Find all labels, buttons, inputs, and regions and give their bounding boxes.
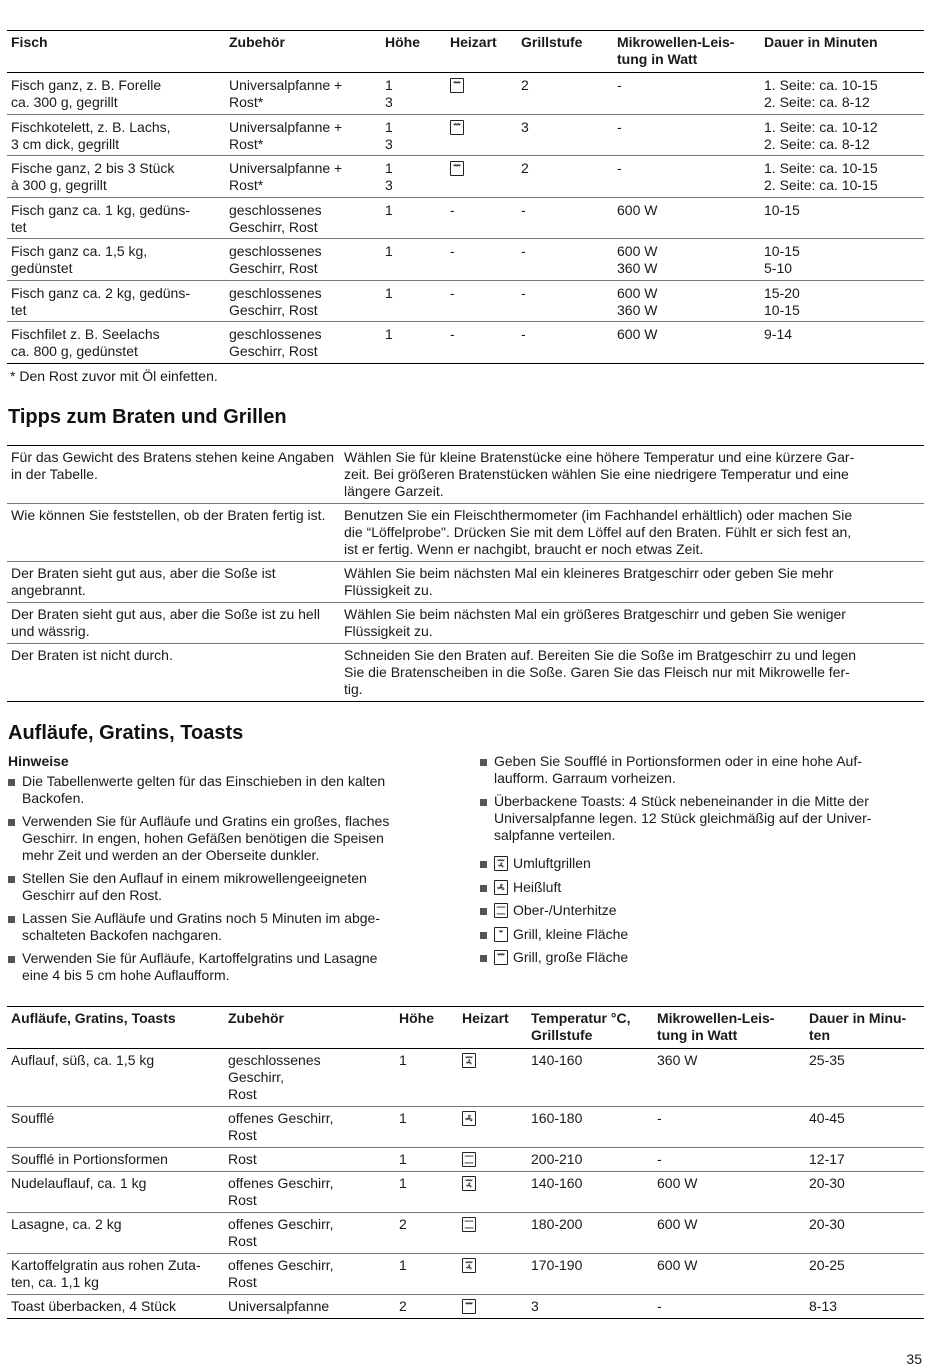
dish-microwave: 600 W [657,1257,698,1273]
heating-mode-item [480,926,628,950]
list-item: Geben Sie Soufflé in Portionsformen oder in eine hohe Auf- laufform. Garraum vorheizen. [480,753,925,787]
dish-name: Soufflé [11,1110,55,1126]
grill-large-icon [494,950,508,965]
dish-temperature: 200-210 [531,1151,583,1167]
fish-grill-level: - [521,243,526,259]
dish-temperature: 160-180 [531,1110,583,1126]
table-row [7,1148,924,1172]
fish-name: Fisch ganz ca. 2 kg, gedüns- tet [11,284,190,318]
dish-height: 2 [399,1298,407,1314]
fish-accessory: geschlossenes Geschirr, Rost [229,326,322,359]
fish-height: 1 3 [385,160,393,193]
dish-accessory: offenes Geschirr, Rost [228,1175,334,1208]
fish-accessory: Universalpfanne + Rost* [229,118,343,152]
fish-name: Fischfilet z. B. Seelachs ca. 800 g, gedünstet [11,326,160,359]
dish-col-dauer: Dauer in Minu- ten [809,1010,907,1043]
grill-large-icon [450,120,464,135]
auflaeufe-table [7,1006,924,1319]
dish-name: Toast überbacken, 4 Stück [11,1298,176,1314]
fish-height: 1 3 [385,77,393,110]
fish-table-header [7,31,924,73]
fish-heating-mode-value: - [450,201,455,218]
tips-table [7,445,924,702]
dish-duration: 40-45 [809,1110,845,1126]
fish-heating-mode [446,197,517,239]
heating-mode-label: Grill, kleine Fläche [513,925,629,942]
fish-height: 1 [385,201,393,218]
dish-microwave: - [657,1151,662,1167]
list-item: Überbackene Toasts: 4 Stück nebeneinander in die Mitte der Universalpfanne legen. 12 Stück gleichmäßig auf der Univer- salpfanne verteilen. [480,793,925,844]
fish-accessory: geschlossenes Geschirr, Rost [229,284,322,318]
auflaeufe-heading: Aufläufe, Gratins, Toasts [8,722,244,744]
hot-air-icon [494,880,508,895]
dish-col-temperatur: Temperatur °C, Grillstufe [531,1010,631,1043]
dish-col-zubehoer: Zubehör [228,1010,284,1026]
fish-col-hoehe: Höhe [385,34,420,50]
fish-name: Fisch ganz ca. 1 kg, gedüns- tet [11,201,190,235]
tip-answer: Schneiden Sie den Braten auf. Bereiten Sie die Soße im Bratgeschirr zu und legen Sie die Bratenscheiben in die Soße. Garen Sie das Fleisch nur mit Mikrowelle fer- tig. [344,647,857,697]
table-row [7,1049,924,1107]
heating-mode-label: Ober-/Unterhitze [513,902,617,918]
dish-microwave: - [657,1110,662,1126]
fish-grill-level: 2 [521,160,529,176]
tip-question: Wie können Sie feststellen, ob der Braten fertig ist. [11,507,326,523]
tips-table-body [7,446,924,702]
dish-name: Auflauf, süß, ca. 1,5 kg [11,1052,155,1068]
dish-height: 1 [399,1175,407,1191]
tip-question: Für das Gewicht des Bratens stehen keine Angaben in der Tabelle. [11,449,334,482]
table-row [7,73,924,115]
fish-heating-mode [446,280,517,322]
fish-heating-mode-value: - [450,326,455,342]
table-row [7,1295,924,1319]
fish-heating-mode [446,156,517,198]
fish-name: Fisch ganz ca. 1,5 kg, gedünstet [11,243,148,276]
dish-temperature: 180-200 [531,1216,583,1232]
fish-microwave: 600 W [617,201,658,218]
fish-grill-level: - [521,326,526,342]
fish-accessory: geschlossenes Geschirr, Rost [229,201,322,235]
dish-accessory: Rost [228,1151,257,1167]
fish-heating-mode [446,239,517,281]
grill-small-icon [494,927,508,942]
dish-height: 1 [399,1110,407,1126]
heating-mode-item [480,879,628,903]
table-row [7,114,924,156]
table-row [7,603,924,644]
dish-accessory: offenes Geschirr, Rost [228,1110,334,1143]
fish-name: Fischkotelett, z. B. Lachs, 3 cm dick, gegrillt [11,118,171,152]
list-item: Verwenden Sie für Aufläufe, Kartoffelgratins und Lasagne eine 4 bis 5 cm hohe Auflaufform. [8,950,438,984]
dish-heating-mode [458,1295,527,1319]
fish-microwave: 600 W [617,326,658,342]
dish-heating-mode [458,1049,527,1107]
fish-col-heizart: Heizart [450,34,497,50]
dish-heating-mode [458,1107,527,1148]
fish-height: 1 [385,243,393,259]
fish-microwave: 600 W 360 W [617,243,658,276]
fish-col-fisch: Fisch [11,34,48,50]
dish-name: Lasagne, ca. 2 kg [11,1216,122,1232]
dish-microwave: - [657,1298,662,1314]
notes-right-list [480,753,925,850]
fish-duration: 15-20 10-15 [764,284,800,318]
fish-duration: 1. Seite: ca. 10-15 2. Seite: ca. 8-12 [764,77,878,110]
dish-height: 2 [399,1216,407,1232]
dish-accessory: geschlossenes Geschirr, Rost [228,1052,321,1102]
dish-accessory: offenes Geschirr, Rost [228,1216,334,1249]
fish-height: 1 3 [385,118,393,152]
dish-temperature: 140-160 [531,1052,583,1068]
table-row [7,156,924,198]
heating-mode-item [480,855,628,879]
heating-mode-label: Grill, große Fläche [513,949,629,965]
dish-temperature: 140-160 [531,1175,583,1191]
fish-accessory: Universalpfanne + Rost* [229,160,343,193]
dish-microwave: 360 W [657,1052,698,1068]
table-row [7,446,924,504]
table-row [7,1213,924,1254]
dish-temperature: 3 [531,1298,539,1314]
dish-duration: 12-17 [809,1151,845,1167]
fish-name: Fisch ganz, z. B. Forelle ca. 300 g, gegrillt [11,77,162,110]
fish-duration: 1. Seite: ca. 10-15 2. Seite: ca. 10-15 [764,160,878,193]
heating-mode-label: Heißluft [513,878,562,895]
list-item: Stellen Sie den Auflauf in einem mikrowellengeeigneten Geschirr auf den Rost. [8,870,438,904]
dish-name: Soufflé in Portionsformen [11,1151,168,1167]
table-row [7,1172,924,1213]
table-row [7,280,924,322]
list-item: Verwenden Sie für Aufläufe und Gratins ein großes, flaches Geschirr. In engen, hohen Gefäßen benötigen die Speisen mehr Zeit und werden an der Oberseite dunkler. [8,813,438,864]
auflaeufe-table-header [7,1007,924,1049]
table-row [7,322,924,364]
tip-answer: Wählen Sie beim nächsten Mal ein kleineres Bratgeschirr oder geben Sie mehr Flüssigkeit zu. [344,565,834,598]
notes-left-list [8,773,438,990]
tip-answer: Wählen Sie für kleine Bratenstücke eine höhere Temperatur und eine kürzere Gar- zeit. Bei größeren Bratenstücken wählen Sie eine niedrigere Temperatur und eine längere Garzeit. [344,449,855,499]
grill-large-icon [450,161,464,176]
fish-col-mikrowelle: Mikrowellen-Leis- tung in Watt [617,34,735,67]
tip-question: Der Braten sieht gut aus, aber die Soße ist angebrannt. [11,565,276,598]
fish-col-dauer: Dauer in Minuten [764,34,878,50]
dish-accessory: offenes Geschirr, Rost [228,1257,334,1290]
grill-large-icon [462,1299,476,1314]
dish-heating-mode [458,1254,527,1295]
dish-heating-mode [458,1213,527,1254]
fish-accessory: geschlossenes Geschirr, Rost [229,243,322,276]
fish-heating-mode-value: - [450,284,455,301]
heating-mode-label: Umluftgrillen [513,855,591,871]
list-item: Lassen Sie Aufläufe und Gratins noch 5 Minuten im abge- schalteten Backofen nachgaren. [8,910,438,944]
tip-question: Der Braten ist nicht durch. [11,647,173,663]
tip-question: Der Braten sieht gut aus, aber die Soße ist zu hell und wässrig. [11,606,320,639]
fish-microwave: - [617,160,622,176]
hot-air-icon [462,1111,476,1126]
fish-grill-level: - [521,201,526,218]
tips-heading: Tipps zum Braten und Grillen [8,406,287,428]
tip-answer: Benutzen Sie ein Fleischthermometer (im Fachhandel erhältlich) oder machen Sie die “Löffelprobe". Drücken Sie mit dem Löffel auf den Braten. Fühlt er sich fest an, ist er fertig. Wenn er nachgibt, braucht er noch etwas Zeit. [344,507,853,557]
dish-microwave: 600 W [657,1216,698,1232]
tip-answer: Wählen Sie beim nächsten Mal ein größeres Bratgeschirr und geben Sie weniger Flüssigkeit zu. [344,606,846,639]
fish-name: Fische ganz, 2 bis 3 Stück à 300 g, gegrillt [11,160,175,193]
fish-duration: 1. Seite: ca. 10-12 2. Seite: ca. 8-12 [764,118,878,152]
table-row [7,1107,924,1148]
fish-microwave: - [617,118,622,135]
fish-col-grillstufe: Grillstufe [521,34,583,50]
fish-heating-mode [446,322,517,364]
fish-duration: 10-15 [764,201,800,218]
table-row [7,239,924,281]
fish-height: 1 [385,326,393,342]
fish-microwave: 600 W 360 W [617,284,658,318]
dish-duration: 20-30 [809,1175,845,1191]
list-item: Die Tabellenwerte gelten für das Einschieben in den kalten Backofen. [8,773,438,807]
table-row [7,562,924,603]
dish-name: Nudelauflauf, ca. 1 kg [11,1175,147,1191]
dish-col-mikrowelle: Mikrowellen-Leis- tung in Watt [657,1010,775,1043]
dish-heating-mode [458,1172,527,1213]
dish-heating-mode [458,1148,527,1172]
dish-duration: 20-25 [809,1257,845,1273]
fish-accessory: Universalpfanne + Rost* [229,77,343,110]
circulating-grill-icon [462,1176,476,1191]
notes-heading: Hinweise [8,753,69,769]
fish-height: 1 [385,284,393,301]
heating-mode-item [480,902,628,926]
circulating-grill-icon [494,856,508,871]
dish-col-heizart: Heizart [462,1010,509,1026]
fish-grill-level: 2 [521,77,529,93]
dish-height: 1 [399,1052,407,1068]
top-bottom-heat-icon [462,1217,476,1232]
dish-duration: 25-35 [809,1052,845,1068]
dish-duration: 20-30 [809,1216,845,1232]
auflaeufe-table-body [7,1049,924,1319]
table-row [7,644,924,702]
fish-microwave: - [617,77,622,93]
fish-heating-mode [446,114,517,156]
dish-col-name: Aufläufe, Gratins, Toasts [11,1010,176,1026]
heating-modes-list [480,855,628,973]
fish-table-body [7,73,924,364]
top-bottom-heat-icon [462,1152,476,1167]
fish-grill-level: - [521,284,526,301]
table-row [7,504,924,562]
table-row [7,197,924,239]
table-row [7,1254,924,1295]
dish-col-hoehe: Höhe [399,1010,434,1026]
fish-grill-level: 3 [521,118,529,135]
fish-duration: 9-14 [764,326,793,342]
fish-duration: 10-15 5-10 [764,243,800,276]
fish-heating-mode-value: - [450,243,455,259]
dish-temperature: 170-190 [531,1257,583,1273]
fish-footnote: * Den Rost zuvor mit Öl einfetten. [10,368,218,384]
dish-duration: 8-13 [809,1298,838,1314]
top-bottom-heat-icon [494,903,508,918]
circulating-grill-icon [462,1053,476,1068]
dish-microwave: 600 W [657,1175,698,1191]
grill-large-icon [450,78,464,93]
dish-accessory: Universalpfanne [228,1298,330,1314]
dish-name: Kartoffelgratin aus rohen Zuta- ten, ca. 1,1 kg [11,1257,201,1290]
heating-mode-item [480,949,628,973]
circulating-grill-icon [462,1258,476,1273]
fish-col-zubehoer: Zubehör [229,34,285,50]
fish-table [7,30,924,364]
dish-height: 1 [399,1151,407,1167]
dish-height: 1 [399,1257,407,1273]
fish-heating-mode [446,73,517,115]
page-number: 35 [906,1351,922,1367]
